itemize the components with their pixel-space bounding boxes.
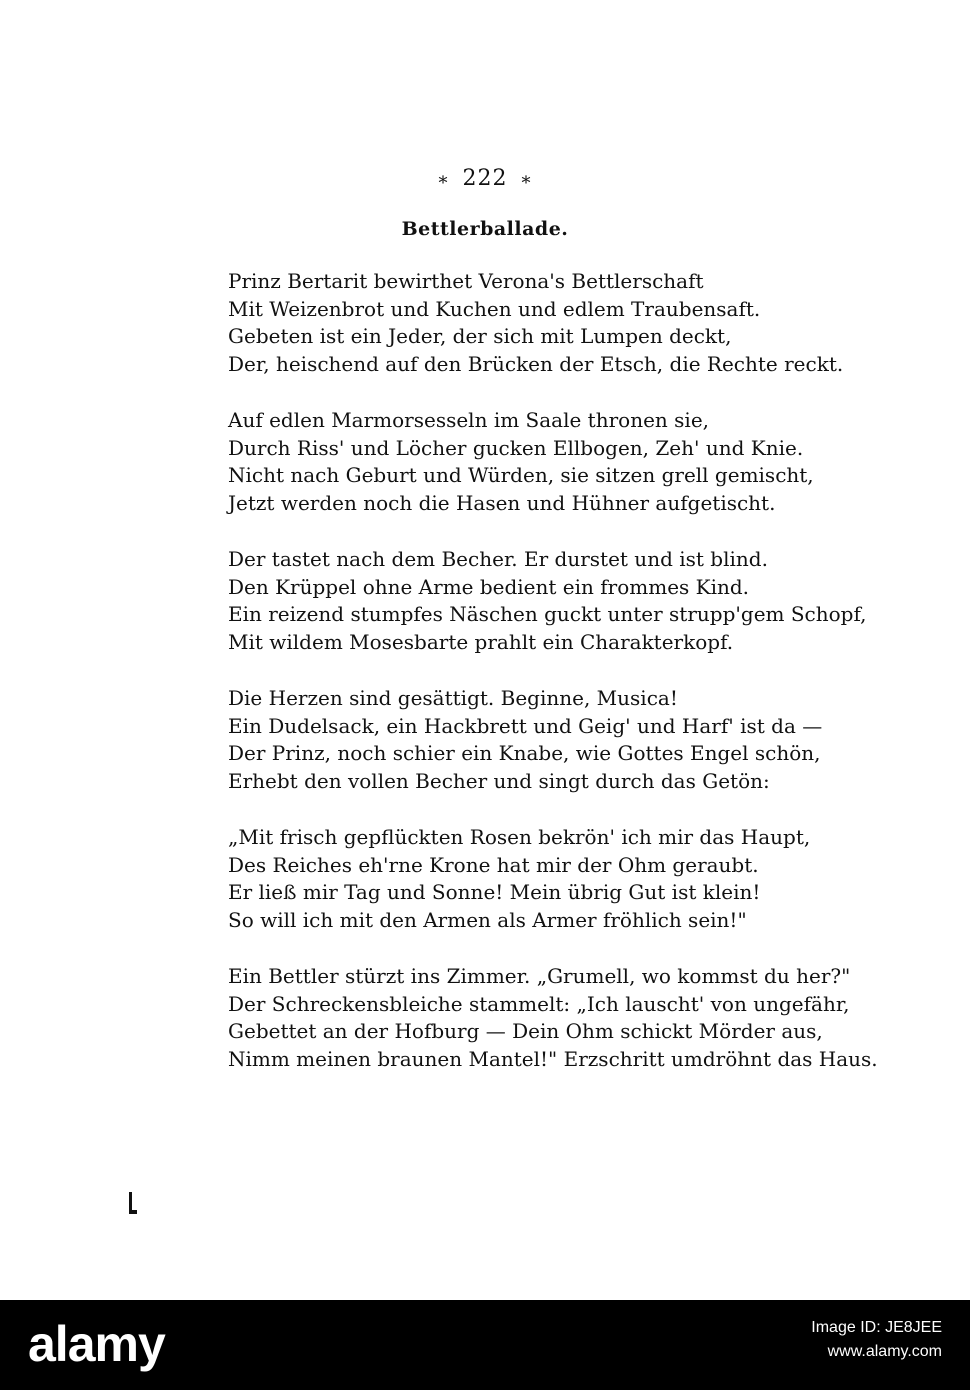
page-number: 222 [462,166,508,191]
poem-title: Bettlerballade. [401,218,569,240]
verse-line: Mit wildem Mosesbarte prahlt ein Charakterkopf. [228,629,734,654]
stanza-6 [228,963,878,1073]
stanza-2 [228,407,828,517]
verse-line: Nicht nach Geburt und Würden, sie sitzen grell gemischt, [228,463,814,487]
watermark-footer [0,1300,970,1390]
ornament-left-icon: ⁎ [438,167,449,188]
verse-line: Ein Bettler stürzt ins Zimmer. „Grumell, wo kommst du her?" [228,964,851,988]
verse-line: Des Reiches eh'rne Krone hat mir der Ohm geraubt. [228,852,759,877]
verse-line: Gebettet an der Hofburg — Dein Ohm schickt Mörder aus, [228,1019,823,1043]
verse-line: Ein reizend stumpfes Näschen guckt unter strupp'gem Schopf, [228,602,867,626]
image-id: Image ID: JE8JEE [811,1319,942,1336]
alamy-logo: alamy [28,1316,165,1372]
verse-line: Jetzt werden noch die Hasen und Hühner aufgetischt. [228,490,776,515]
verse-line: Ein Dudelsack, ein Hackbrett und Geig' und Harf' ist da — [228,713,823,738]
verse-line: Prinz Bertarit bewirthet Verona's Bettlerschaft [228,269,704,293]
verse-line: Der tastet nach dem Becher. Er durstet und ist blind. [228,547,768,571]
stanza-5 [228,824,828,934]
verse-line: Der, heischend auf den Brücken der Etsch, die Rechte reckt. [228,351,844,376]
image-id-block [811,1316,942,1364]
scan-mark [129,1192,132,1214]
verse-line: Mit Weizenbrot und Kuchen und edlem Traubensaft. [228,296,761,321]
stanza-4 [228,685,828,795]
stanza-1 [228,268,844,378]
page-number-header [0,166,970,191]
poem-body [228,268,878,1102]
stanza-3 [228,546,867,656]
verse-line: „Mit frisch gepflückten Rosen bekrön' ich mir das Haupt, [228,825,811,849]
site-url: www.alamy.com [827,1343,942,1360]
verse-line: Nimm meinen braunen Mantel!" Erzschritt umdröhnt das Haus. [228,1046,878,1071]
verse-line: Der Prinz, noch schier ein Knabe, wie Gottes Engel schön, [228,741,821,765]
verse-line: Durch Riss' und Löcher gucken Ellbogen, Zeh' und Knie. [228,435,804,460]
verse-line: So will ich mit den Armen als Armer fröhlich sein!" [228,907,747,932]
verse-line: Auf edlen Marmorsesseln im Saale thronen sie, [228,408,710,432]
verse-line: Der Schreckensbleiche stammelt: „Ich lauscht' von ungefähr, [228,991,850,1016]
verse-line: Den Krüppel ohne Arme bedient ein frommes Kind. [228,574,750,599]
verse-line: Er ließ mir Tag und Sonne! Mein übrig Gut ist klein! [228,880,761,904]
verse-line: Die Herzen sind gesättigt. Beginne, Musica! [228,686,678,710]
verse-line: Erhebt den vollen Becher und singt durch das Getön: [228,768,770,793]
ornament-right-icon: ⁎ [521,167,532,188]
verse-line: Gebeten ist ein Jeder, der sich mit Lumpen deckt, [228,324,732,348]
